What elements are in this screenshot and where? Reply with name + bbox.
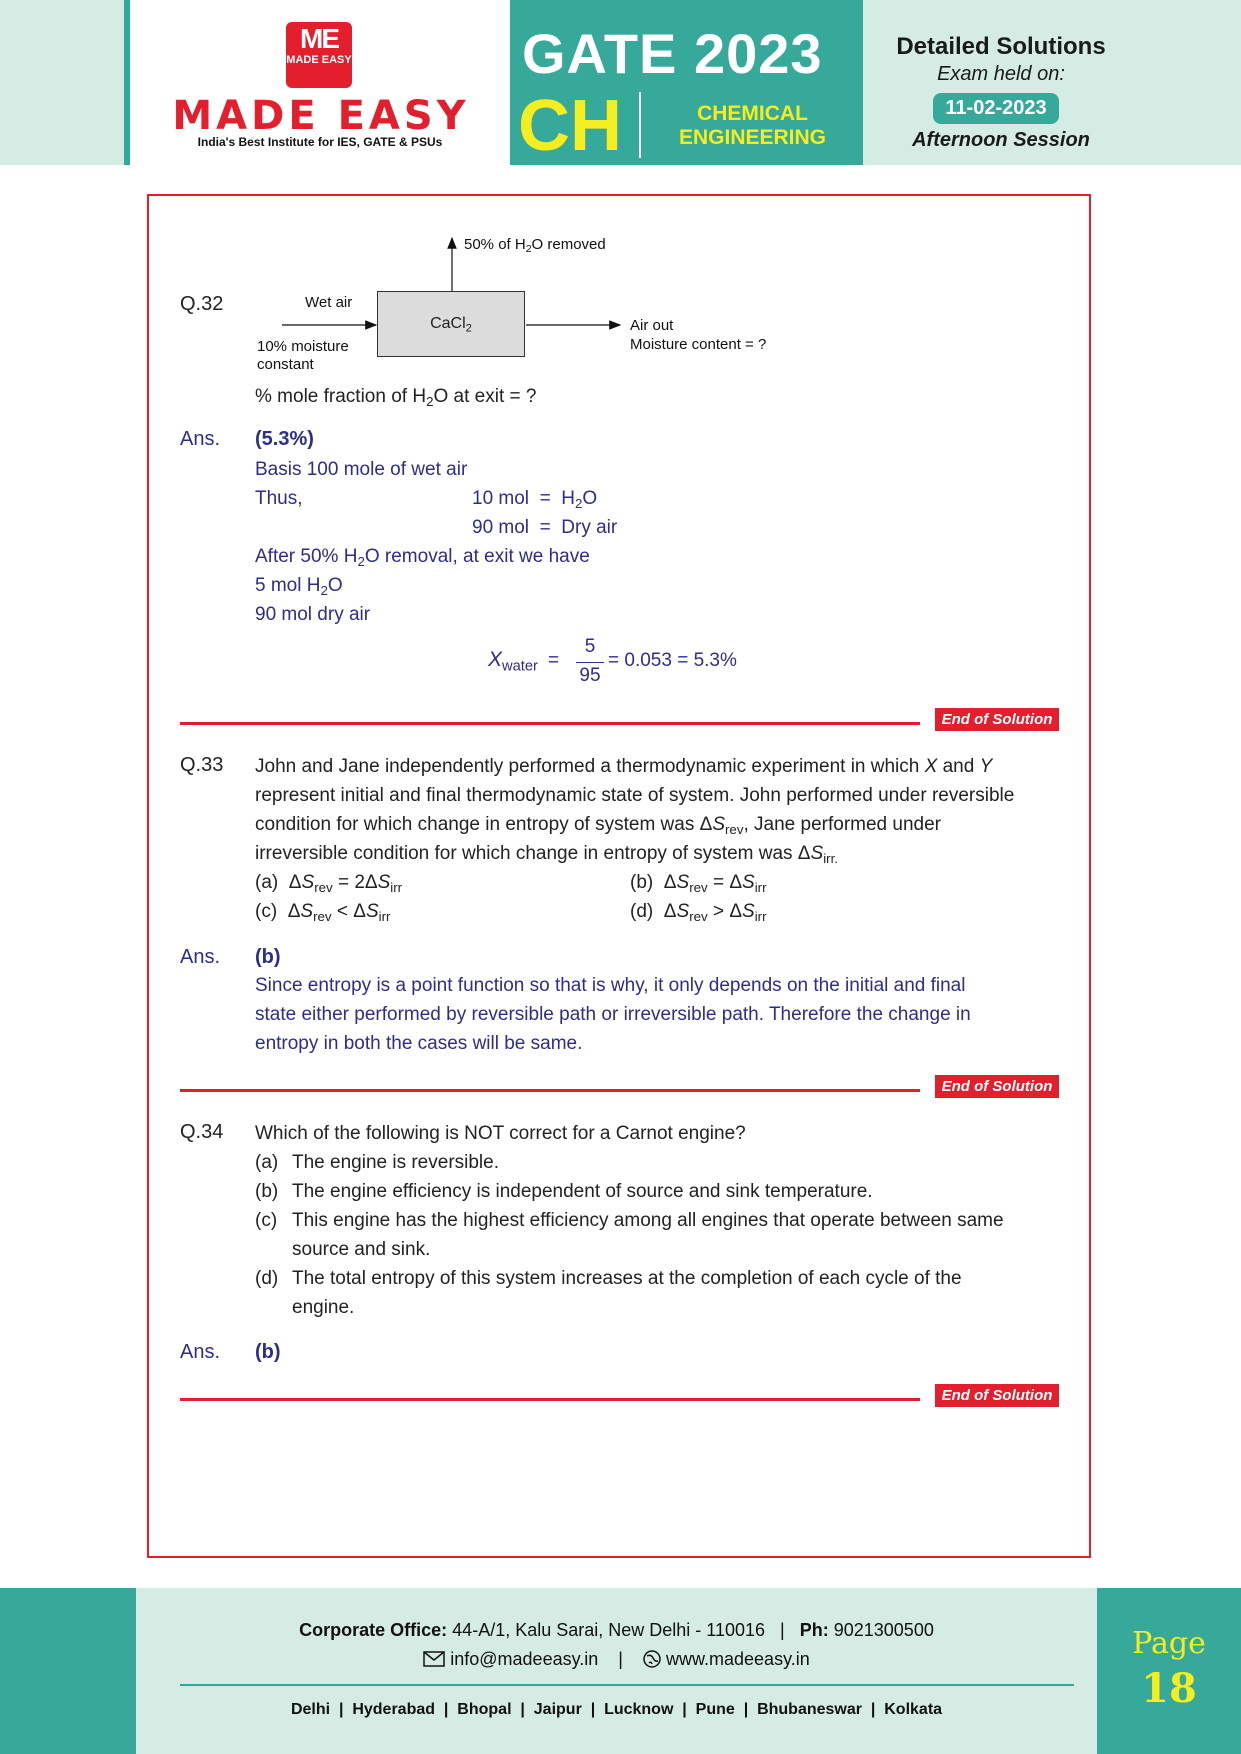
cacl2-unit <box>377 291 525 357</box>
q32-end-of-solution: End of Solution <box>935 708 1059 731</box>
tagline: India's Best Institute for IES, GATE & PSUs <box>197 135 443 149</box>
city-list: Delhi | Hyderabad | Bhopal | Jaipur | Lucknow | Pune | Bhubaneswar | Kolkata <box>290 1701 943 1718</box>
q34-ans-label: Ans. <box>180 1341 221 1363</box>
q34-answer: (b) <box>255 1341 281 1363</box>
q34-option-d: The total entropy of this system increases at the completion of each cycle of the engine. <box>292 1268 962 1318</box>
city-item: Jaipur <box>533 1701 582 1718</box>
q32-end-rule <box>180 722 920 725</box>
logo-mark <box>286 22 352 88</box>
logo-mark-bottom: MADE EASY <box>286 54 352 66</box>
cacl2-sub: 2 <box>465 322 472 335</box>
q32-denominator: 95 <box>579 665 601 686</box>
air-out-label: Air out <box>630 317 674 334</box>
q33-option-d: (d) $\Delta S_{rev} > \Delta S_{irr}$ <box>630 901 767 924</box>
city-item: Bhubaneswar <box>757 1701 862 1718</box>
exam-session: Afternoon Session <box>912 129 1090 151</box>
q33-ans-label: Ans. <box>180 946 221 968</box>
q34-end-rule <box>180 1398 920 1401</box>
exam-held-label: Exam held on: <box>937 63 1065 85</box>
detailed-solutions-title: Detailed Solutions <box>896 33 1106 60</box>
logo-mark-top: ME <box>300 23 338 54</box>
q33-solution: Since entropy is a point function so that is why, it only depends on the initial and final state either performed by reversible path or irreversible path. Therefore the change in entropy in both the cases will be same. <box>255 975 971 1054</box>
footer-main <box>136 1588 1097 1754</box>
q33-end-rule <box>180 1089 920 1092</box>
q32-x-water: $X_{water}$ <box>488 648 538 675</box>
q34-option-a-label: (a) <box>255 1152 279 1173</box>
city-item: Hyderabad <box>352 1701 436 1718</box>
q32-result: = 0.053 = 5.3% <box>608 650 737 671</box>
city-item: Bhopal <box>457 1701 512 1718</box>
q32-row2: 90 mol = Dry air <box>472 517 618 538</box>
gate-title: GATE 2023 <box>522 22 823 85</box>
footer-rule <box>180 1684 1074 1686</box>
branch-divider <box>639 92 641 158</box>
moisture-content-label: Moisture content = ? <box>630 336 767 353</box>
city-item: Pune <box>695 1701 735 1718</box>
q32-ans-label: Ans. <box>180 428 221 450</box>
q32-number: Q.32 <box>180 293 224 315</box>
q32-fraction-bar <box>576 662 604 663</box>
email-link[interactable]: info@madeeasy.in <box>450 1649 599 1669</box>
city-item: Kolkata <box>884 1701 943 1718</box>
q32-question: % mole fraction of $H_2O$ at exit = ? <box>255 386 537 409</box>
page-label: Page <box>1132 1626 1206 1661</box>
exam-date-badge: 11-02-2023 <box>933 93 1059 124</box>
q34-option-c-label: (c) <box>255 1210 278 1231</box>
globe-icon <box>643 1650 661 1668</box>
q32-row1: 10 mol = $H_2O$ <box>472 488 598 511</box>
q33-option-b: (b) $\Delta S_{rev} = \Delta S_{irr}$ <box>630 872 767 895</box>
q32-eq-sign: = <box>548 650 560 671</box>
q34-option-d-label: (d) <box>255 1268 279 1289</box>
cacl2-label: CaCl <box>430 315 466 332</box>
q33-answer: (b) <box>255 946 281 968</box>
mail-icon <box>423 1651 445 1667</box>
q34-end-of-solution: End of Solution <box>935 1384 1059 1407</box>
q32-line5: 5 mol $H_2O$ <box>255 575 343 598</box>
corporate-office: Corporate Office: 44-A/1, Kalu Sarai, New Delhi - 110016 | Ph: 9021300500 <box>299 1620 934 1640</box>
footer-left-band <box>0 1588 136 1754</box>
q33-number: Q.33 <box>180 754 224 776</box>
branch-line1: CHEMICAL <box>697 102 808 125</box>
moisture-label-2: constant <box>257 356 314 373</box>
contact-line: info@madeeasy.in | www.madeeasy.in <box>136 1649 1097 1670</box>
header-left-band <box>0 0 128 165</box>
q34-question: Which of the following is NOT correct for a Carnot engine? <box>255 1123 746 1144</box>
water-removed-label: 50% of $H_2O$ removed <box>464 236 606 256</box>
branch-name <box>650 102 855 150</box>
q34-option-a: The engine is reversible. <box>292 1152 499 1173</box>
q34-number: Q.34 <box>180 1121 224 1143</box>
wet-air-label: Wet air <box>305 294 353 311</box>
brand-logo-text: MADE EASY <box>172 93 470 139</box>
website-link[interactable]: www.madeeasy.in <box>666 1649 810 1669</box>
city-item: Lucknow <box>604 1701 674 1718</box>
page-number: 18 <box>1141 1665 1197 1712</box>
q34-option-b: The engine efficiency is independent of source and sink temperature. <box>292 1181 873 1202</box>
q33-end-of-solution: End of Solution <box>935 1075 1059 1098</box>
q32-basis: Basis 100 mole of wet air <box>255 459 468 480</box>
q32-numerator: 5 <box>584 636 596 657</box>
q32-line6: 90 mol dry air <box>255 604 371 625</box>
branch-line2: ENGINEERING <box>678 126 827 149</box>
city-item: Delhi <box>290 1701 331 1718</box>
q32-after: After 50% $H_2O$ removal, at exit we have <box>255 546 590 569</box>
moisture-label-1: 10% moisture <box>257 338 349 355</box>
branch-code: CH <box>518 86 622 166</box>
q32-thus: Thus, <box>255 488 303 509</box>
q33-option-c: (c) $\Delta S_{rev} < \Delta S_{irr}$ <box>255 901 391 924</box>
q33-option-a: (a) $\Delta S_{rev} = 2\Delta S_{irr}$ <box>255 872 403 895</box>
q34-option-b-label: (b) <box>255 1181 279 1202</box>
q33-question: John and Jane independently performed a thermodynamic experiment in which X and Y represent initial and final thermodynamic state of system. John performed under reversible condition for which change in entropy of system was $\Delta S_{rev}$, Jane performed under irreversible condition for which change in entropy of system was $\Delta S_{irr.}$ <box>255 756 1015 866</box>
q32-answer: (5.3%) <box>255 428 314 450</box>
q34-option-c: This engine has the highest efficiency among all engines that operate between same source and sink. <box>292 1210 1004 1260</box>
